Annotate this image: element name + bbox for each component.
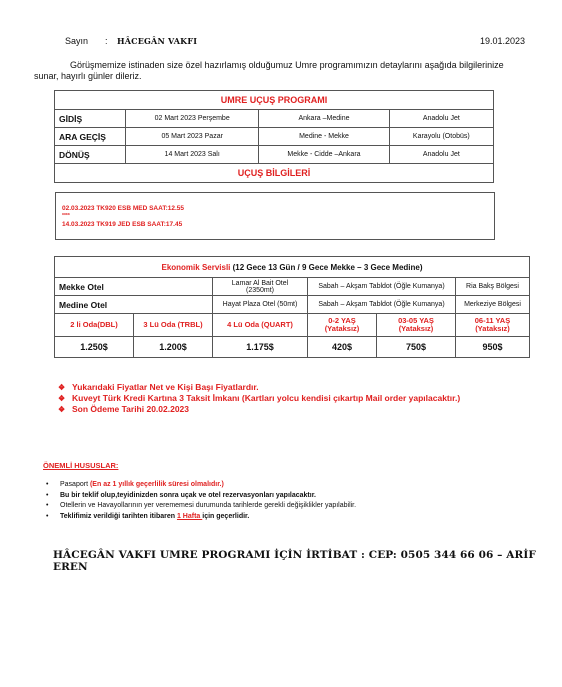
hotel-meal: Sabah – Akşam Tabldot (Öğle Kumanya) [308,278,456,296]
price-row [55,337,530,358]
row-carrier: Anadolu Jet [389,146,493,164]
hotel-area: Ria Bakş Bölgesi [456,278,530,296]
list-item-text: Otellerin ve Havayollarının yer verememesi durumunda tarihlerde gerekli değişiklikler yapılabilir. [60,502,357,509]
important-list [46,480,526,522]
price-cell: 420$ [308,337,377,358]
list-item [46,491,526,502]
price-cell: 1.200$ [134,337,213,358]
row-label: ARA GEÇİŞ [55,128,126,146]
hotel-label: Medine Otel [55,296,213,314]
flight-info-box [55,192,495,240]
price-cell: 1.175$ [213,337,308,358]
row-label: GİDİŞ [55,110,126,128]
row-route: Medine - Mekke [259,128,389,146]
note-text: Yukarıdaki Fiyatlar Net ve Kişi Başı Fiyatlardır. [72,382,259,392]
service-table [54,256,530,358]
row-route: Ankara –Medine [259,110,389,128]
price-cell: 950$ [456,337,530,358]
room-header: 3 Lü Oda (TRBL) [134,314,213,337]
hotel-area: Merkeziye Bölgesi [456,296,530,314]
table-row [55,278,530,296]
diamond-bullet-icon: ❖ [58,383,66,392]
price-cell: 750$ [377,337,456,358]
service-duration: (12 Gece 13 Gün / 9 Gece Mekke – 3 Gece Medine) [230,262,423,272]
hotel-name: Lamar Al Bait Otel (2350mt) [213,278,308,296]
intro-paragraph: Görüşmemize istinaden size özel hazırlamış olduğumuz Umre programımızın detaylarını aşağıda bilgilerinize sunar, hayırlı günler dileriz. [34,60,504,81]
bullet-icon: • [46,502,49,509]
flight-info-title: UÇUŞ BİLGİLERİ [55,164,494,183]
bullet-icon: • [46,491,49,499]
note-item [58,393,538,404]
table-row [55,128,494,146]
note-text: Kuveyt Türk Kredi Kartına 3 Taksit İmkanı (Kartları yolcu kendisi çıkartıp Mail order yapılacaktır.) [72,393,461,403]
list-item [46,501,526,512]
price-notes [58,382,538,415]
important-title: ÖNEMLİ HUSUSLAR: [43,461,119,470]
list-item [46,512,526,523]
hotel-meal: Sabah – Akşam Tabldot (Öğle Kumanya) [308,296,456,314]
diamond-bullet-icon: ❖ [58,405,66,414]
note-item [58,382,538,393]
row-date: 02 Mart 2023 Perşembe [126,110,259,128]
diamond-bullet-icon: ❖ [58,394,66,403]
row-carrier: Karayolu (Otobüs) [389,128,493,146]
validity-period: 1 Hafta [176,512,203,520]
validity-pre: Teklifimiz verildiği tarihten itibaren [60,512,177,520]
validity-post: için geçerlidir. [202,512,250,520]
letter-header [65,36,525,48]
list-item [46,480,526,491]
list-item-text: Bu bir teklif olup,teyidinizden sonra uçak ve otel rezervasyonları yapılacaktır. [60,491,316,499]
flight-outbound: 02.03.2023 TK920 ESB MED SAAT:12.55 [62,205,184,212]
bullet-icon: • [46,512,49,520]
flight-return: 14.03.2023 TK919 JED ESB SAAT:17.45 [62,221,183,228]
flight-separator: **** [62,213,70,219]
room-header: 03-05 YAŞ (Yataksız) [377,314,456,337]
note-text: Son Ödeme Tarihi 20.02.2023 [72,404,190,414]
hotel-label: Mekke Otel [55,278,213,296]
salutation-colon: : [105,36,108,46]
row-carrier: Anadolu Jet [389,110,493,128]
passport-note: (En az 1 yıllık geçerlilik süresi olmalıdır.) [89,481,224,488]
room-header: 2 li Oda(DBL) [55,314,134,337]
row-route: Mekke - Cidde –Ankara [259,146,389,164]
bullet-icon: • [46,481,49,488]
hotel-name: Hayat Plaza Otel (50mt) [213,296,308,314]
table-row [55,296,530,314]
service-type: Ekonomik Servisli [161,262,231,272]
table-row [55,110,494,128]
row-label: DÖNÜŞ [55,146,126,164]
table-row [55,146,494,164]
letter-date: 19.01.2023 [479,36,525,46]
price-cell: 1.250$ [55,337,134,358]
salutation: Sayın [65,36,89,46]
recipient-name: HÂCEGÂN VAKFI [117,36,198,46]
room-header: 06-11 YAŞ (Yataksız) [456,314,530,337]
note-item [58,404,538,415]
flight-program-table [54,90,494,183]
room-header-row [55,314,530,337]
room-header: 4 Lü Oda (QUART) [213,314,308,337]
flight-program-title: UMRE UÇUŞ PROGRAMI [55,91,494,110]
service-title [55,257,530,278]
passport-label: Pasaport [60,481,90,488]
room-header: 0-2 YAŞ (Yataksız) [308,314,377,337]
row-date: 05 Mart 2023 Pazar [126,128,259,146]
row-date: 14 Mart 2023 Salı [126,146,259,164]
contact-footer: HÂCEGÂN VAKFI UMRE PROGRAMI İÇİN İRTİBAT : CEP: 0505 344 66 06 – ARİF EREN [53,549,536,573]
